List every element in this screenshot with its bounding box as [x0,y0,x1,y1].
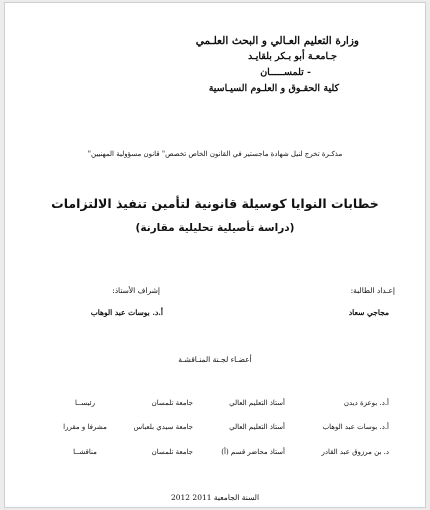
committee-row [5,399,425,413]
document-page [4,2,426,508]
thesis-title: خطابات النوايا كوسيلة قانونية لتأمين تنفيذ الالتزامات [51,196,379,211]
member-role: مناقشــا [73,448,97,456]
committee-row [5,423,425,437]
member-rank: أستاذ التعليم العالي [229,399,285,407]
member-role: مشرفا و مقررا [63,423,107,431]
memo-description: مذكـرة تخرج لنيل شهادة ماجستير في القانون الخاص تخصص" قانون مسؤولية المهنيين" [87,150,343,158]
academic-year: السنة الجامعية 2011 2012 [170,493,260,502]
university-line: جـامعـة أبو بـكر بلقايـد [247,51,337,62]
supervisor-name: أ.د. بوسات عبد الوهاب [90,308,163,317]
institution-header [59,33,359,97]
student-label: إعـداد الطالبة: [350,286,395,295]
member-name: د. بن مرزوق عبد القادر [321,448,389,456]
committee-heading: أعضـاء لجـنة المنـاقشـة [178,355,252,364]
student-name: مجاجي سعاد [348,308,389,317]
committee-row [5,448,425,462]
ministry-line: وزارة التعليم العـالي و البحث العلـمي [195,35,359,47]
city-line: - تلمســـــان [260,67,311,78]
supervisor-label: إشراف الأستاذ: [112,286,160,295]
member-name: أ.د. بوسات عبد الوهاب [322,423,389,431]
member-rank: أستاذ محاضر قسم (أ) [221,448,285,456]
thesis-subtitle: (دراسة تأصيلية تحليلية مقارنة) [135,222,295,234]
member-university: جامعة تلمسان [151,399,193,407]
faculty-line: كلية الحقـوق و العلـوم السيـاسية [208,83,339,94]
member-role: رئيســا [75,399,95,407]
member-rank: أستاذ التعليم العالي [229,423,285,431]
member-university: جامعة تلمسان [151,448,193,456]
member-name: أ.د. بوعزة ديدن [343,399,389,407]
member-university: جامعة سيدي بلعباس [133,423,193,431]
